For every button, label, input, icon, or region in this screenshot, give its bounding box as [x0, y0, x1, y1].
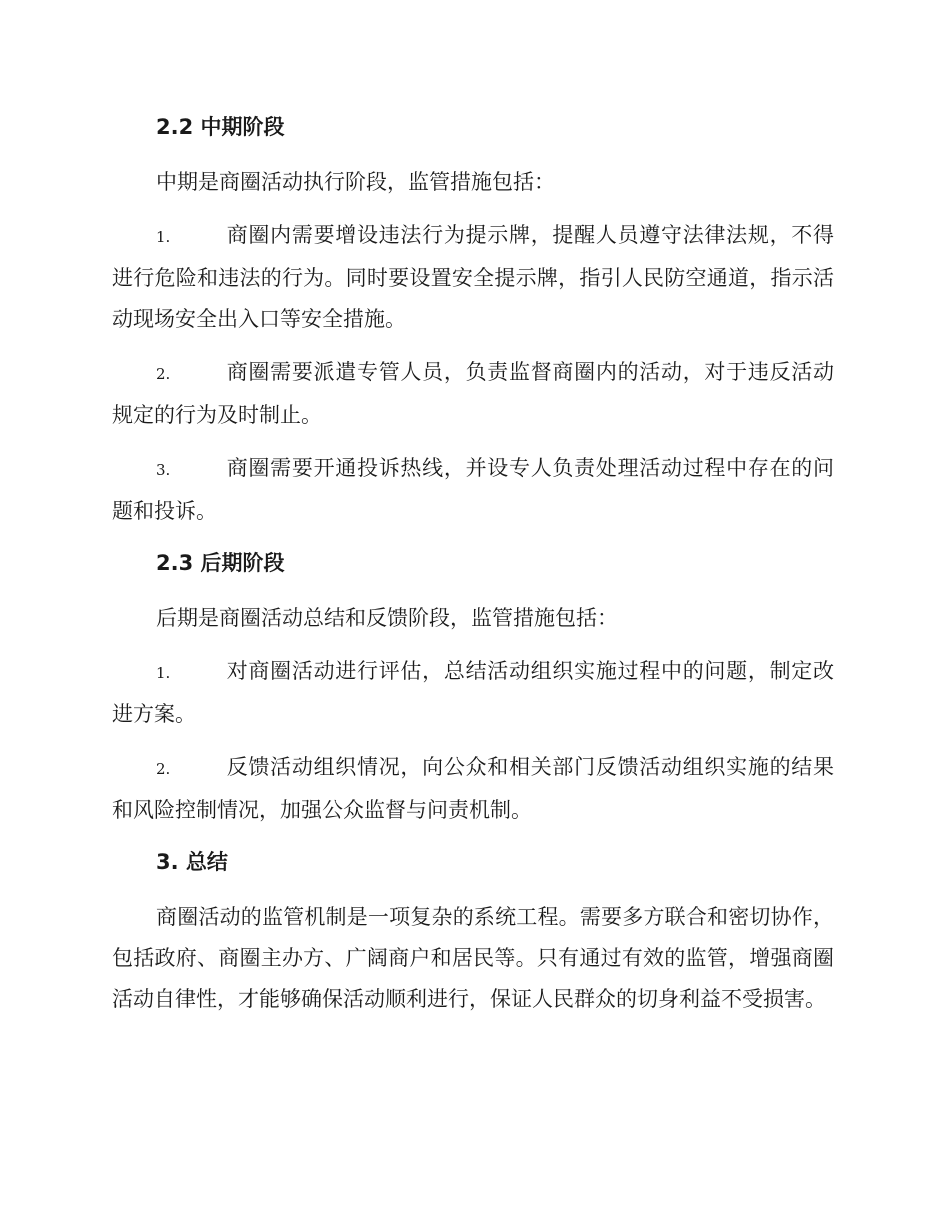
list-number: 1. — [156, 664, 171, 682]
list-item-text: 商圈内需要增设违法行为提示牌，提醒人员遵守法律法规，不得进行危险和违法的行为。同时要设置安全提示牌，指引人民防空通道，指示活动现场安全出入口等安全措施。 — [112, 223, 834, 331]
list-number: 1. — [156, 228, 171, 246]
section-heading-2-3: 2.3 后期阶段 — [156, 551, 285, 575]
list-item — [112, 448, 834, 532]
list-number: 2. — [156, 365, 171, 383]
list-item — [112, 352, 834, 436]
section-intro-2-2: 中期是商圈活动执行阶段，监管措施包括： — [156, 170, 555, 194]
list-number: 2. — [156, 760, 171, 778]
list-item — [112, 651, 834, 735]
document-content — [112, 108, 834, 1032]
section-intro-2-3: 后期是商圈活动总结和反馈阶段，监管措施包括： — [156, 606, 618, 630]
list-item-text: 对商圈活动进行评估，总结活动组织实施过程中的问题，制定改进方案。 — [112, 659, 834, 726]
list-item-text: 商圈需要开通投诉热线，并设专人负责处理活动过程中存在的问题和投诉。 — [112, 456, 834, 523]
section-heading-3: 3. 总结 — [156, 850, 228, 874]
list-item-text: 反馈活动组织情况，向公众和相关部门反馈活动组织实施的结果和风险控制情况，加强公众监督与问责机制。 — [112, 755, 834, 822]
summary-paragraph: 商圈活动的监管机制是一项复杂的系统工程。需要多方联合和密切协作，包括政府、商圈主办方、广阔商户和居民等。只有通过有效的监管，增强商圈活动自律性，才能够确保活动顺利进行，保证人民群众的切身利益不受损害。 — [112, 905, 834, 1011]
list-item-text: 商圈需要派遣专管人员，负责监督商圈内的活动，对于违反活动规定的行为及时制止。 — [112, 360, 834, 427]
list-item — [112, 215, 834, 340]
section-heading-2-2: 2.2 中期阶段 — [156, 115, 285, 139]
list-number: 3. — [156, 461, 171, 479]
list-item — [112, 747, 834, 831]
